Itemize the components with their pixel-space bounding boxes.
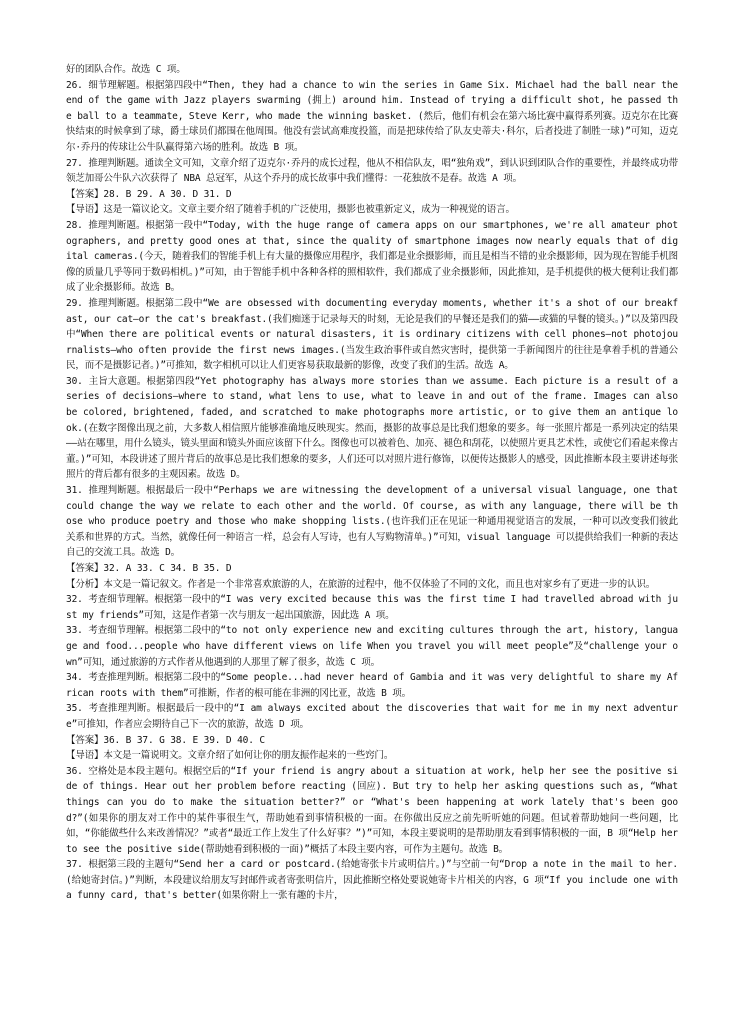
explanation-q33: 33. 考查细节理解。根据第二段中的“to not only experience new and exciting cultures through the art, history, language and food...people who have different views on life When you travel you will meet people”及“challenge your own”可知，通过旅游的方式作者从他遇到的人那里了解了很多，故选 C 项。 — [66, 625, 678, 668]
explanation-q37: 37. 根据第三段的主题句“Send her a card or postcard.(给她寄张卡片或明信片。)”与空前一句“Drop a note in the mail to her.(给她寄封信。)”判断，本段建议给朋友写封邮件或者寄张明信片，因此推断空格处要说她寄卡片相关的内容，G 项“If you include one with a funny card, that's better(如果你附上一张有趣的卡片， — [66, 859, 678, 902]
intro-seven-choose-five: 【导语】本文是一篇说明文。文章介绍了如何让你的朋友振作起来的一些窍门。 — [66, 750, 394, 762]
explanation-q29: 29. 推理判断题。根据第二段中“We are obsessed with documenting everyday moments, whether it's a shot of our breakfast, our cat—or the cat's breakfast.(我们痴迷于记录每天的时刻，无论是我们的早餐还是我们的猫——或猫的早餐的镜头。)”以及第四段中“When there are political events or natural disasters, it is ordinary citizens with cell phones—not photojournalists—who often provide the first news images.(当发生政治事件或自然灾害时，提供第一手新闻图片的往往是拿着手机的普通公民，而不是摄影记者。)”可推知，数字相机可以让人们更容易获取最新的影像，改变了我们的生活。故选 A。 — [66, 297, 678, 372]
explanation-q32: 32. 考查细节理解。根据第一段中的“I was very excited because this was the first time I had travelled abroad with just my friends”可知，这是作者第一次与朋友一起出国旅游，因此选 A 项。 — [66, 594, 678, 621]
explanation-q28: 28. 推理判断题。根据第一段中“Today, with the huge range of camera apps on our smartphones, we're all amateur photographers, and pretty good ones at that, since the quality of smartphone images now nearly equals that of digital cameras.(今天，随着我们的智能手机上有大量的摄像应用程序，我们都是业余摄影师，而且是相当不错的业余摄影师，因为现在智能手机图像的质量几乎等同于数码相机。)”可知，由于智能手机中各种各样的照相软件，我们都成了业余摄影师，因此推知，是手机提供的极大便利让我们都成了业余摄影师。故选 B。 — [66, 219, 678, 294]
explanation-q36: 36. 空格处是本段主题句。根据空后的“If your friend is angry about a situation at work, help her see the positive side of things. Hear out her problem before reacting (回应). But try to help her asking questions such as, “What things can you do to make the situation better?” or “What's been happening at work lately that's been good?”(如果你的朋友对工作中的某件事很生气，帮助她看到事情积极的一面。在你做出反应之前先听听她的问题。但试着帮助她问一些问题，比如，“你能做些什么来改善情况？”或者“最近工作上发生了什么好事？”)”可知，本段主要说明的是帮助朋友看到事情积极的一面，B 项“Help her to see the positive side(帮助她看到积极的一面)”概括了本段主要内容，可作为主题句。故选 B。 — [66, 765, 678, 855]
answer-key-32-35: 【答案】32. A 33. C 34. B 35. D — [66, 563, 232, 574]
explanation-q34: 34. 考查推理判断。根据第二段中的“Some people...had never heard of Gambia and it was very delightful to share my African roots with them”可推断，作者的根可能在非洲的冈比亚，故选 B 项。 — [66, 672, 678, 699]
answer-key-28-31: 【答案】28. B 29. A 30. D 31. D — [66, 188, 232, 200]
explanation-q26: 26. 细节理解题。根据第四段中“Then, they had a chance to win the series in Game Six. Michael had the ball near the end of the game with Jazz players swarming (拥上) around him. Instead of trying a difficult shot, he passed the ball to a teammate, Steve Kerr, who made the winning basket. (然后，他们有机会在第六场比赛中赢得系列赛。迈克尔在比赛快结束的时候拿到了球，爵士球员们都围在他周围。他没有尝试高难度投篮，而是把球传给了队友史蒂夫·科尔，后者投进了制胜一球)”可知，迈克尔·乔丹的传球让公牛队赢得第六场的胜利。故选 B 项。 — [66, 79, 678, 153]
analysis-passage-d: 【分析】本文是一篇记叙文。作者是一个非常喜欢旅游的人，在旅游的过程中，他不仅体验了不同的文化，而且也对家乡有了更进一步的认识。 — [66, 578, 656, 590]
intro-passage-c: 【导语】这是一篇议论文。文章主要介绍了随着手机的广泛使用，摄影也被重新定义，成为一种视觉的语言。 — [66, 204, 515, 216]
explanation-q30: 30. 主旨大意题。根据第四段“Yet photography has always more stories than we assume. Each picture is a result of a series of decisions—where to stand, what lens to use, what to leave in and out of the frame. Images can also be colored, brightened, faded, and scratched to make photographs more artistic, or to give them an antique look.(在数字图像出现之前，大多数人相信照片能够准确地反映现实。然而，摄影的故事总是比我们想象的要多。每一张照片都是一系列决定的结果——站在哪里，用什么镜头，镜头里面和镜头外面应该留下什么。图像也可以被着色、加亮、褪色和刮花，以使照片更具艺术性，或使它们看起来像古董。)”可知，本段讲述了照片背后的故事总是比我们想象的要多，人们还可以对照片进行修饰，以便传达摄影人的感受，因此推断本段主要讲述每张照片的背后都有很多的主观因素。故选 D。 — [66, 375, 678, 481]
answer-text-line: 好的团队合作。故选 C 项。 — [66, 64, 186, 75]
explanation-q35: 35. 考查推理判断。根据最后一段中的“I am always excited about the discoveries that wait for me in my next adventure”可推知，作者应会期待自己下一次的旅游，故选 D 项。 — [66, 703, 678, 730]
explanation-q27: 27. 推理判断题。通读全文可知，文章介绍了迈克尔·乔丹的成长过程，他从不相信队友，唱“独角戏”，到认识到团队合作的重要性，并最终成功带领芝加哥公牛队六次获得了 NBA 总冠军，从这个乔丹的成长故事中我们懂得：一花独放不是春。故选 A 项。 — [66, 157, 678, 185]
answer-key-36-40: 【答案】36. B 37. G 38. E 39. D 40. C — [66, 734, 265, 746]
explanation-q31: 31. 推理判断题。根据最后一段中“Perhaps we are witnessing the development of a universal visual language, one that could change the way we relate to each other and the world. Of course, as with any language, there will be those who produce poetry and those who make shopping lists.(也许我们正在见证一种通用视觉语言的发展，一种可以改变我们彼此关系和世界的方式。当然，就像任何一种语言一样，总会有人写诗，也有人写购物清单。)”可知，visual language 可以提供给我们一种新的表达自己的交流工具。故选 D。 — [66, 485, 678, 559]
